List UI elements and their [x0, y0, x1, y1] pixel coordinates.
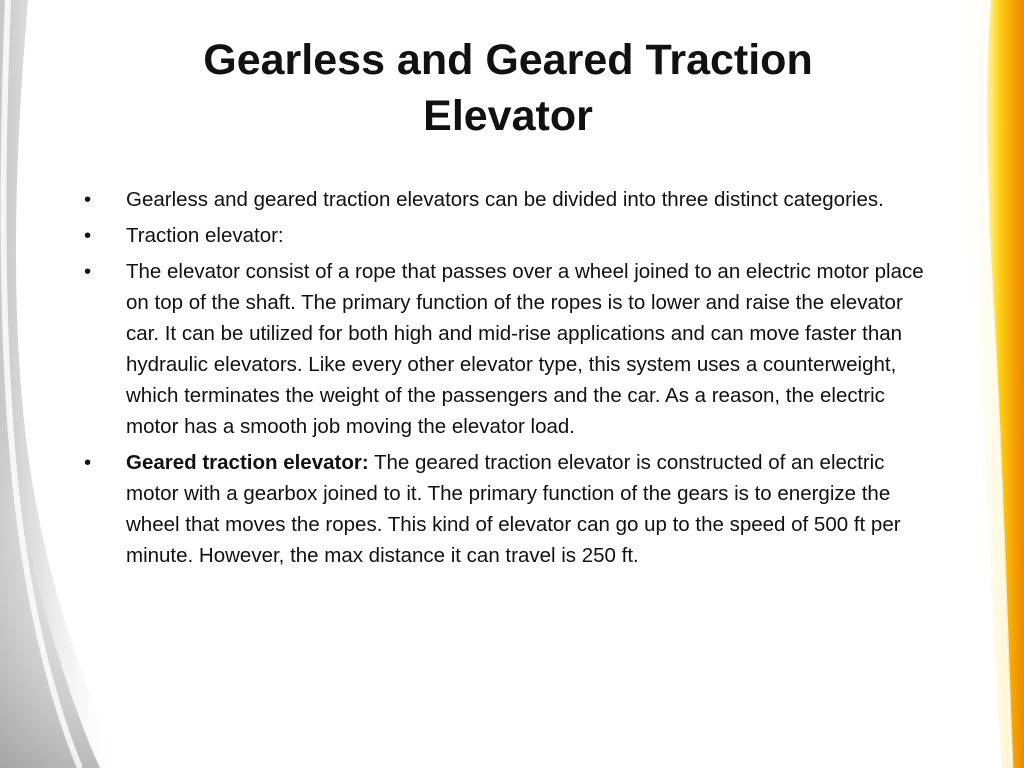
slide-title: Gearless and Geared Traction Elevator	[203, 36, 813, 140]
bullet-text: Gearless and geared traction elevators can be divided into three distinct categories.	[126, 188, 884, 211]
list-item	[84, 184, 934, 215]
bullet-dot-icon: •	[84, 451, 92, 474]
bullet-text: The geared traction elevator is constructed of an electric motor with a gearbox joined to it. The primary function of the gears is to energize the wheel that moves the ropes. This kind of elevator can go up to the speed of 500 ft per minute. However, the max distance it can travel is 250 ft.	[126, 451, 901, 567]
bullet-text: Traction elevator:	[126, 224, 284, 247]
bullet-list	[84, 184, 934, 576]
list-item	[84, 220, 934, 251]
bullet-lead-text: Geared traction elevator:	[126, 451, 369, 474]
bullet-dot-icon: •	[84, 188, 92, 211]
bullet-dot-icon: •	[84, 224, 92, 247]
bullet-text: The elevator consist of a rope that passes over a wheel joined to an electric motor place on top of the shaft. The primary function of the ropes is to lower and raise the elevator car. It can be utilized for both high and mid-rise applications and can move faster than hydraulic elevators. Like every other elevator type, this system uses a counterweight, which terminates the weight of the passengers and the car. As a reason, the electric motor has a smooth job moving the elevator load.	[126, 260, 924, 438]
bullet-dot-icon: •	[84, 260, 92, 283]
list-item	[84, 447, 934, 571]
list-item	[84, 256, 934, 442]
